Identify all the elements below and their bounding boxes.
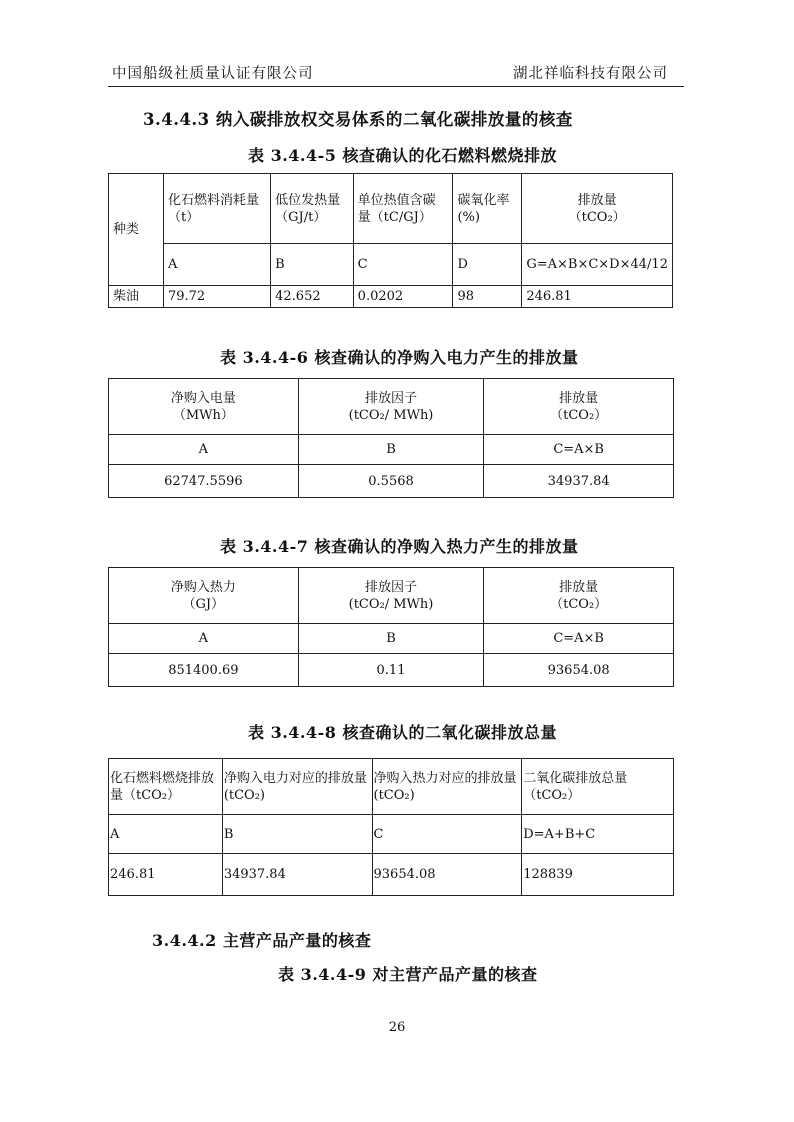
cell-low-heating-value: 42.652 <box>271 286 354 308</box>
section-heading-3-4-4-2: 3.4.4.2 主营产品产量的核查 <box>152 931 372 950</box>
table-row <box>109 854 674 896</box>
cell-carbon-content: 0.0202 <box>353 286 453 308</box>
header-divider <box>108 86 684 87</box>
label-cell-formula: C=A×B <box>484 624 674 654</box>
table-caption-3-4-4-5: 表 3.4.4-5 核查确认的化石燃料燃烧排放 <box>248 146 557 165</box>
total-co2-emission-table <box>108 758 674 896</box>
cell-fuel-consumption: 79.72 <box>163 286 270 308</box>
header-factor-label: 排放因子 <box>365 390 418 406</box>
cell-fossil-fuel-emission: 246.81 <box>109 854 223 896</box>
cell-heat: 851400.69 <box>109 654 299 687</box>
cell-total-emission: 128839 <box>522 854 674 896</box>
header-heat-unit: （GJ） <box>182 596 225 612</box>
table-row <box>109 286 673 308</box>
table-caption-3-4-4-6: 表 3.4.4-6 核查确认的净购入电力产生的排放量 <box>220 348 579 367</box>
label-cell-c: C <box>372 815 522 854</box>
label-cell-formula: G=A×B×C×D×44/12 <box>522 244 673 286</box>
header-cell-emission <box>484 379 674 435</box>
header-heat-label: 净购入热力 <box>170 579 236 595</box>
header-factor-unit: (tCO₂/ MWh) <box>348 407 434 423</box>
header-cell-heat <box>109 568 299 624</box>
header-emission-label: 排放量 <box>577 192 617 208</box>
header-cell-electricity <box>109 379 299 435</box>
header-emission-unit: （tCO₂） <box>550 596 608 612</box>
header-factor-label: 排放因子 <box>364 579 417 595</box>
label-cell-a: A <box>109 624 299 654</box>
header-cell-emission-factor <box>298 568 484 624</box>
header-emission-label: 排放量 <box>559 390 599 406</box>
table-caption-3-4-4-7: 表 3.4.4-7 核查确认的净购入热力产生的排放量 <box>220 537 579 556</box>
label-cell-formula: D=A+B+C <box>522 815 674 854</box>
header-cell-electricity-emission: 净购入电力对应的排放量(tCO₂) <box>222 759 372 815</box>
header-cell-fuel-consumption: 化石燃料消耗量（t） <box>163 174 270 244</box>
cell-emission: 93654.08 <box>484 654 674 687</box>
page-number: 26 <box>388 1020 406 1035</box>
fossil-fuel-emission-table <box>108 173 673 308</box>
header-cell-emission <box>522 174 673 244</box>
cell-heat-emission: 93654.08 <box>372 854 522 896</box>
cell-electricity: 62747.5596 <box>109 465 299 498</box>
header-electricity-unit: （MWh） <box>172 407 234 423</box>
header-company-left: 中国船级社质量认证有限公司 <box>112 66 314 82</box>
header-factor-unit: (tCO₂/ MWh) <box>348 596 434 612</box>
section-heading-3-4-4-3: 3.4.4.3 纳入碳排放权交易体系的二氧化碳排放量的核查 <box>143 110 573 129</box>
cell-emission: 34937.84 <box>484 465 674 498</box>
header-cell-type: 种类 <box>109 174 164 286</box>
label-cell-a: A <box>109 815 223 854</box>
label-cell-c: C <box>353 244 453 286</box>
cell-emission: 246.81 <box>522 286 673 308</box>
label-cell-formula: C=A×B <box>484 435 674 465</box>
header-electricity-label: 净购入电量 <box>170 390 236 406</box>
table-caption-3-4-4-9: 表 3.4.4-9 对主营产品产量的核查 <box>278 965 538 984</box>
label-cell-b: B <box>298 435 484 465</box>
label-cell-a: A <box>109 435 299 465</box>
header-cell-low-heating-value: 低位发热量（GJ/t） <box>271 174 354 244</box>
label-cell-b: B <box>222 815 372 854</box>
cell-emission-factor: 0.5568 <box>298 465 484 498</box>
label-cell-b: B <box>298 624 484 654</box>
cell-oxidation-rate: 98 <box>453 286 522 308</box>
label-cell-a: A <box>163 244 270 286</box>
header-cell-carbon-content: 单位热值含碳量（tC/GJ） <box>353 174 453 244</box>
cell-emission-factor: 0.11 <box>298 654 484 687</box>
label-cell-b: B <box>271 244 354 286</box>
table-caption-3-4-4-8: 表 3.4.4-8 核查确认的二氧化碳排放总量 <box>248 723 557 742</box>
header-cell-total-emission: 二氧化碳排放总量（tCO₂） <box>522 759 674 815</box>
purchased-heat-table <box>108 567 674 687</box>
header-emission-label: 排放量 <box>559 579 599 595</box>
header-company-right: 湖北祥临科技有限公司 <box>513 66 668 82</box>
cell-fuel-type: 柴油 <box>109 286 164 308</box>
purchased-electricity-table <box>108 378 674 498</box>
header-emission-unit: （tCO₂） <box>568 209 626 225</box>
header-cell-emission-factor <box>298 379 484 435</box>
header-cell-oxidation-rate: 碳氧化率(%) <box>453 174 522 244</box>
header-cell-emission <box>484 568 674 624</box>
table-row <box>109 654 674 687</box>
label-cell-d: D <box>453 244 522 286</box>
table-row <box>109 465 674 498</box>
cell-electricity-emission: 34937.84 <box>222 854 372 896</box>
header-emission-unit: （tCO₂） <box>550 407 608 423</box>
header-cell-heat-emission: 净购入热力对应的排放量(tCO₂) <box>372 759 522 815</box>
header-cell-fossil-fuel-emission: 化石燃料燃烧排放量（tCO₂） <box>109 759 223 815</box>
